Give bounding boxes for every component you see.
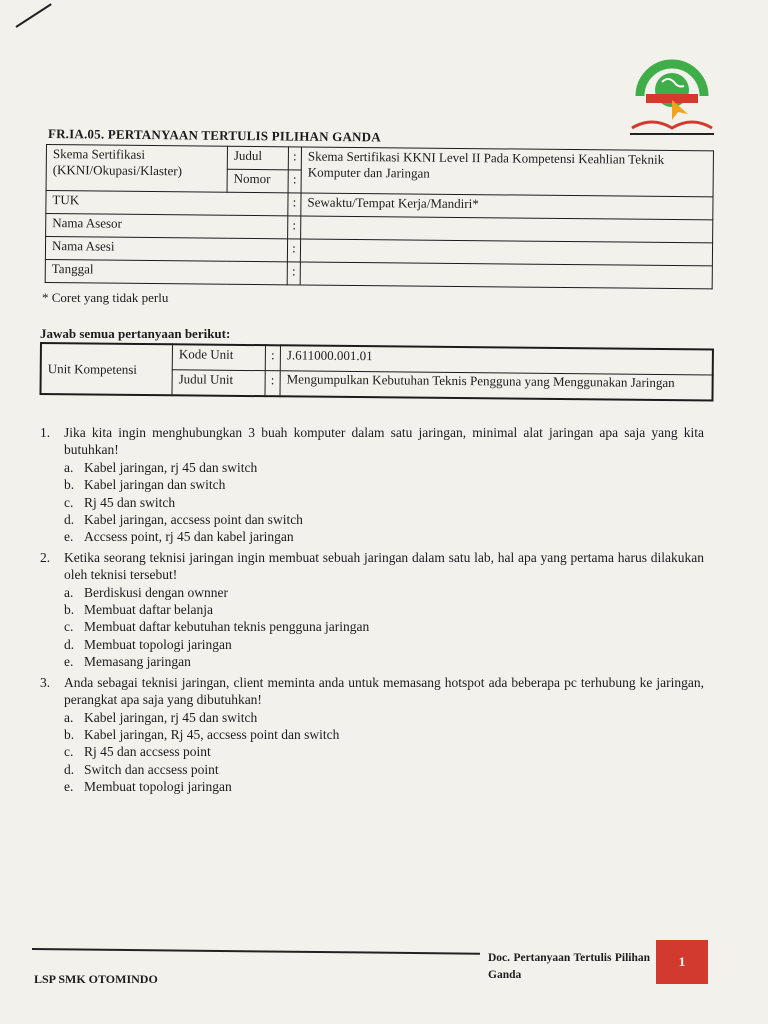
option-text: Kabel jaringan, rj 45 dan switch	[84, 709, 258, 725]
option-letter: e.	[64, 779, 74, 795]
tuk-label: TUK	[46, 191, 288, 216]
option-d	[40, 511, 704, 528]
question-text: Jika kita ingin menghubungkan 3 buah komputer dalam satu jaringan, minimal alat jaringan apa saja yang kita butuhkan!	[64, 425, 704, 458]
option-text: Membuat daftar belanja	[84, 602, 213, 618]
option-text: Berdiskusi dengan ownner	[84, 584, 228, 600]
colon: :	[288, 193, 301, 216]
option-letter: c.	[64, 744, 74, 760]
option-text: Kabel jaringan, Rj 45, accsess point dan switch	[84, 726, 340, 742]
option-d	[40, 761, 704, 778]
option-text: Kabel jaringan, accsess point dan switch	[84, 512, 303, 528]
colon: :	[265, 371, 280, 397]
option-letter: b.	[64, 477, 75, 493]
question-text: Ketika seorang teknisi jaringan ingin membuat sebuah jaringan dalam satu lab, hal apa yang pertama harus dilakukan oleh teknisi tersebut!	[64, 549, 704, 583]
option-letter: c.	[64, 619, 74, 635]
option-e	[40, 653, 704, 670]
footer-org: LSP SMK OTOMINDO	[34, 972, 158, 986]
unit-label: Unit Kompetensi	[41, 343, 173, 395]
option-text: Rj 45 dan switch	[84, 494, 176, 510]
option-a	[40, 584, 704, 601]
option-a	[40, 709, 704, 726]
option-letter: d.	[64, 761, 75, 777]
colon: :	[288, 170, 301, 193]
skema-label: Skema Sertifikasi (KKNI/Okupasi/Klaster)	[46, 145, 227, 193]
question-3	[40, 674, 704, 796]
footer-rule	[32, 948, 480, 955]
option-b	[40, 726, 704, 743]
option-c	[40, 743, 704, 760]
footer-doc-title: Doc. Pertanyaan Tertulis Pilihan Ganda	[488, 952, 650, 981]
colon: :	[265, 345, 280, 371]
tanggal-label: Tanggal	[45, 259, 287, 284]
option-text: Membuat daftar kebutuhan teknis pengguna jaringan	[84, 619, 370, 635]
option-b	[40, 476, 704, 493]
unit-table	[39, 342, 713, 401]
option-letter: b.	[64, 726, 75, 742]
nomor-label: Nomor	[227, 169, 288, 193]
option-letter: c.	[64, 494, 74, 510]
form-title: FR.IA.05. PERTANYAAN TERTULIS PILIHAN GANDA	[47, 126, 381, 145]
question-list	[40, 424, 704, 799]
question-text: Anda sebagai teknisi jaringan, client meminta anda untuk memasang hotspot ada beberapa pc terhubung ke jaringan, perangkat apa saja yang dibutuhkan!	[64, 674, 704, 708]
footnote: * Coret yang tidak perlu	[42, 290, 169, 305]
judul-label: Judul	[227, 146, 288, 170]
asesi-label: Nama Asesi	[45, 237, 287, 262]
scheme-info-table	[45, 144, 714, 289]
question-number: 2.	[40, 549, 51, 565]
colon: :	[288, 216, 301, 239]
option-text: Kabel jaringan, rj 45 dan switch	[84, 459, 258, 475]
option-letter: d.	[64, 636, 75, 652]
judul-unit-label: Judul Unit	[172, 370, 265, 396]
option-text: Memasang jaringan	[84, 654, 191, 670]
judul-unit-value: Mengumpulkan Kebutuhan Teknis Pengguna yang Menggunakan Jaringan	[280, 371, 713, 401]
kode-unit-label: Kode Unit	[172, 344, 265, 370]
option-text: Accsess point, rj 45 dan kabel jaringan	[84, 529, 294, 545]
kode-unit-value: J.611000.001.01	[280, 345, 713, 375]
lsp-logo	[626, 50, 718, 142]
option-c	[40, 618, 704, 635]
option-text: Kabel jaringan dan switch	[84, 477, 226, 493]
option-e	[40, 528, 704, 545]
option-c	[40, 494, 704, 511]
option-letter: a.	[64, 584, 74, 600]
option-letter: a.	[64, 709, 74, 725]
colon: :	[288, 147, 301, 170]
colon: :	[287, 239, 300, 262]
option-text: Membuat topologi jaringan	[84, 636, 232, 652]
option-text: Switch dan accsess point	[84, 761, 219, 777]
option-letter: d.	[64, 512, 75, 528]
option-text: Membuat topologi jaringan	[84, 779, 232, 795]
question-2	[40, 549, 704, 671]
colon: :	[287, 262, 300, 285]
question-1	[40, 424, 704, 546]
tuk-value: Sewaktu/Tempat Kerja/Mandiri*	[301, 193, 713, 220]
judul-value: Skema Sertifikasi KKNI Level II Pada Kompetensi Keahlian Teknik Komputer dan Jaringan	[301, 147, 713, 197]
option-text: Rj 45 dan accsess point	[84, 744, 211, 760]
option-d	[40, 636, 704, 653]
question-number: 1.	[40, 425, 51, 440]
page-number: 1	[656, 940, 708, 984]
question-number: 3.	[40, 674, 51, 690]
option-a	[40, 459, 704, 476]
tanggal-value	[300, 262, 712, 289]
option-letter: e.	[64, 529, 74, 545]
option-e	[40, 778, 704, 795]
instruction: Jawab semua pertanyaan berikut:	[40, 326, 231, 341]
asesor-label: Nama Asesor	[46, 214, 288, 239]
option-letter: a.	[64, 459, 74, 475]
pen-mark	[15, 3, 51, 28]
option-letter: e.	[64, 654, 74, 670]
option-letter: b.	[64, 602, 75, 618]
option-b	[40, 601, 704, 618]
